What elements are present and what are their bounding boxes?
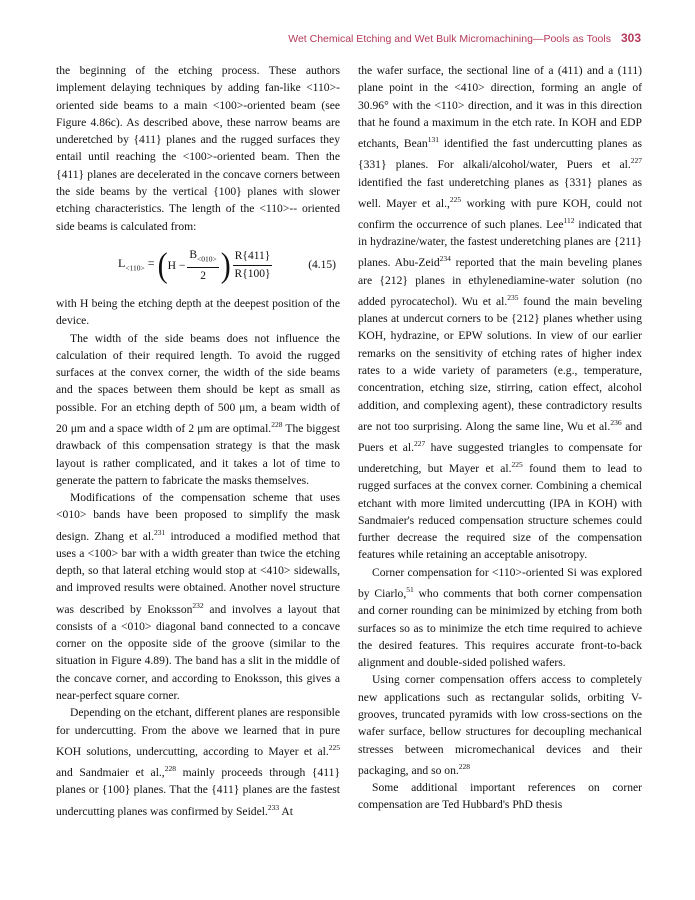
fraction-b-over-2: $\frac{B_{<010>}}{2}$	[189, 248, 217, 283]
paragraph: the beginning of the etching process. These authors implement delaying techniques by adding fan-like <110>-oriented side beams to a main <100>-oriented beam (see Figure 4.86c). As described above, these narrow beams are underetched by {411} planes and the rugged surfaces they entail until reaching the <100>-oriented beam. Then the {411} planes are decelerated in the concave corners between the side beams by the vertical {100} planes with slower etching characteristics. The length of the <110>-- oriented side beams is calculated from:	[56, 64, 340, 233]
paragraph: Some additional important references on corner compensation are Ted Hubbard's PhD thesis	[358, 781, 642, 812]
left-paren: (	[157, 246, 168, 285]
paragraph: Using corner compensation offers access to completely new applications such as rectangular solids, orbiting V-grooves, truncated pyramids with low cross-sections on the wafer surface, bellow structures for decoupling mechanical stresses between micromechanical devices and their packaging, and so on.$^{228}$	[358, 673, 642, 777]
paragraph: Corner compensation for <110>-oriented Si was explored by Ciarlo,$^{51}$ who comments that both corner compensation and corner rounding can be minimized by etching from both surfaces so as to minimize the etch time required to achieve the desired features. This requires accurate front-to-back alignment and double-sided polished wafers.	[358, 565, 642, 670]
left-column	[56, 62, 340, 820]
equation-4-15	[56, 241, 340, 291]
equation-lhs: $L_{<110>}$ =	[118, 256, 155, 273]
equation-h-term: H −	[167, 259, 186, 273]
running-title: Wet Chemical Etching and Wet Bulk Micromachining—Pools as Tools	[288, 33, 611, 45]
right-column	[358, 62, 642, 814]
equation-number: (4.15)	[308, 259, 336, 272]
paragraph: The width of the side beams does not influence the calculation of their required length. To avoid the rugged surfaces at the convex corner, the width of the side beams and the spaces between them should be kept as small as possible. For an etching depth of 500 μm, a beam width of 20 μm and a space width of 2 μm are optimal.$^{228}$ The biggest drawback of this compensation strategy is that the mask layout is rather complicated, and it takes a lot of time to generate the pattern to fabricate the masks themselves.	[56, 331, 340, 487]
paragraph: the wafer surface, the sectional line of a (411) and a (111) plane point in the <410> direction, forming an angle of 30.96° with the <110> direction, and it was in this direction that he found a maximum in the etch rate. In KOH and EDP etchants, Bean$^{131}$ identified the fast undercutting planes as {331} planes. For alkali/alcohol/water, Puers et al.$^{227}$ identified the fast underetching planes as {331} planes as well. Mayer et al.,$^{225}$ working with pure KOH, could not confirm the occurrence of such planes. Lee$^{112}$ indicated that in hydrazine/water, the fastest underetching planes are {211} planes. Abu-Zeid$^{234}$ reported that the main beveling planes are {212} planes in ethylenediamine-water solution (no added pyrocatechol). Wu et al.$^{235}$ found the main beveling planes at undercut corners to be {212} planes whether using KOH, hydrazine, or EPW solutions. In view of our earlier remarks on the sensitivity of etching rates of higher index rates to a wide variety of parameters (e.g., temperature, concentration, etching size, stirring, cation effect, alcohol addition, and complexing agent), these contradictory results are not too surprising. Along the same line, Wu et al.$^{236}$ and Puers et al.$^{227}$ have suggested triangles to compensate for underetching, but Mayer et al.$^{225}$ found them to lead to rugged surfaces at the convex corner. Combining a chemical etchant with more limited undercutting (IPA in KOH) with Sandmaier's reduced compensation structure schemes could further decrease the required size of the compensation features while retaining an acceptable anisotropy.	[358, 64, 643, 562]
paragraph: Modifications of the compensation scheme that uses <010> bands have been proposed to simplify the mask design. Zhang et al.$^{231}$ introduced a modified method that uses a <100> bar with a width greater than twice the etching depth, so that lateral etching would stop at <410> sidewalls, and improved results were obtained. Another novel structure was described by Enoksson$^{232}$ and involves a layout that consists of a <010> diagonal band connected to a concave corner on the opposite side of the groove (similar to the situation in Figure 4.89). The band has a slit in the middle of the concave corner, and according to Enoksson, this gives a near-perfect square corner.	[56, 491, 340, 703]
fraction-rate-ratio: $\frac{R\{411\}}{R\{100\}}$	[234, 250, 271, 281]
paragraph: Depending on the etchant, different planes are responsible for undercutting. From the above we learned that in pure KOH solutions, undercutting, according to Mayer et al.$^{225}$ and Sandmaier et al.,$^{228}$ mainly proceeds through {411} planes or {100} planes. That the {411} planes are the fastest undercutting planes was confirmed by Seidel.$^{233}$ At	[56, 706, 341, 818]
running-header	[288, 31, 641, 45]
page-number: 303	[620, 31, 641, 45]
right-paren: )	[220, 246, 231, 285]
paragraph: with H being the etching depth at the deepest position of the device.	[56, 296, 340, 328]
